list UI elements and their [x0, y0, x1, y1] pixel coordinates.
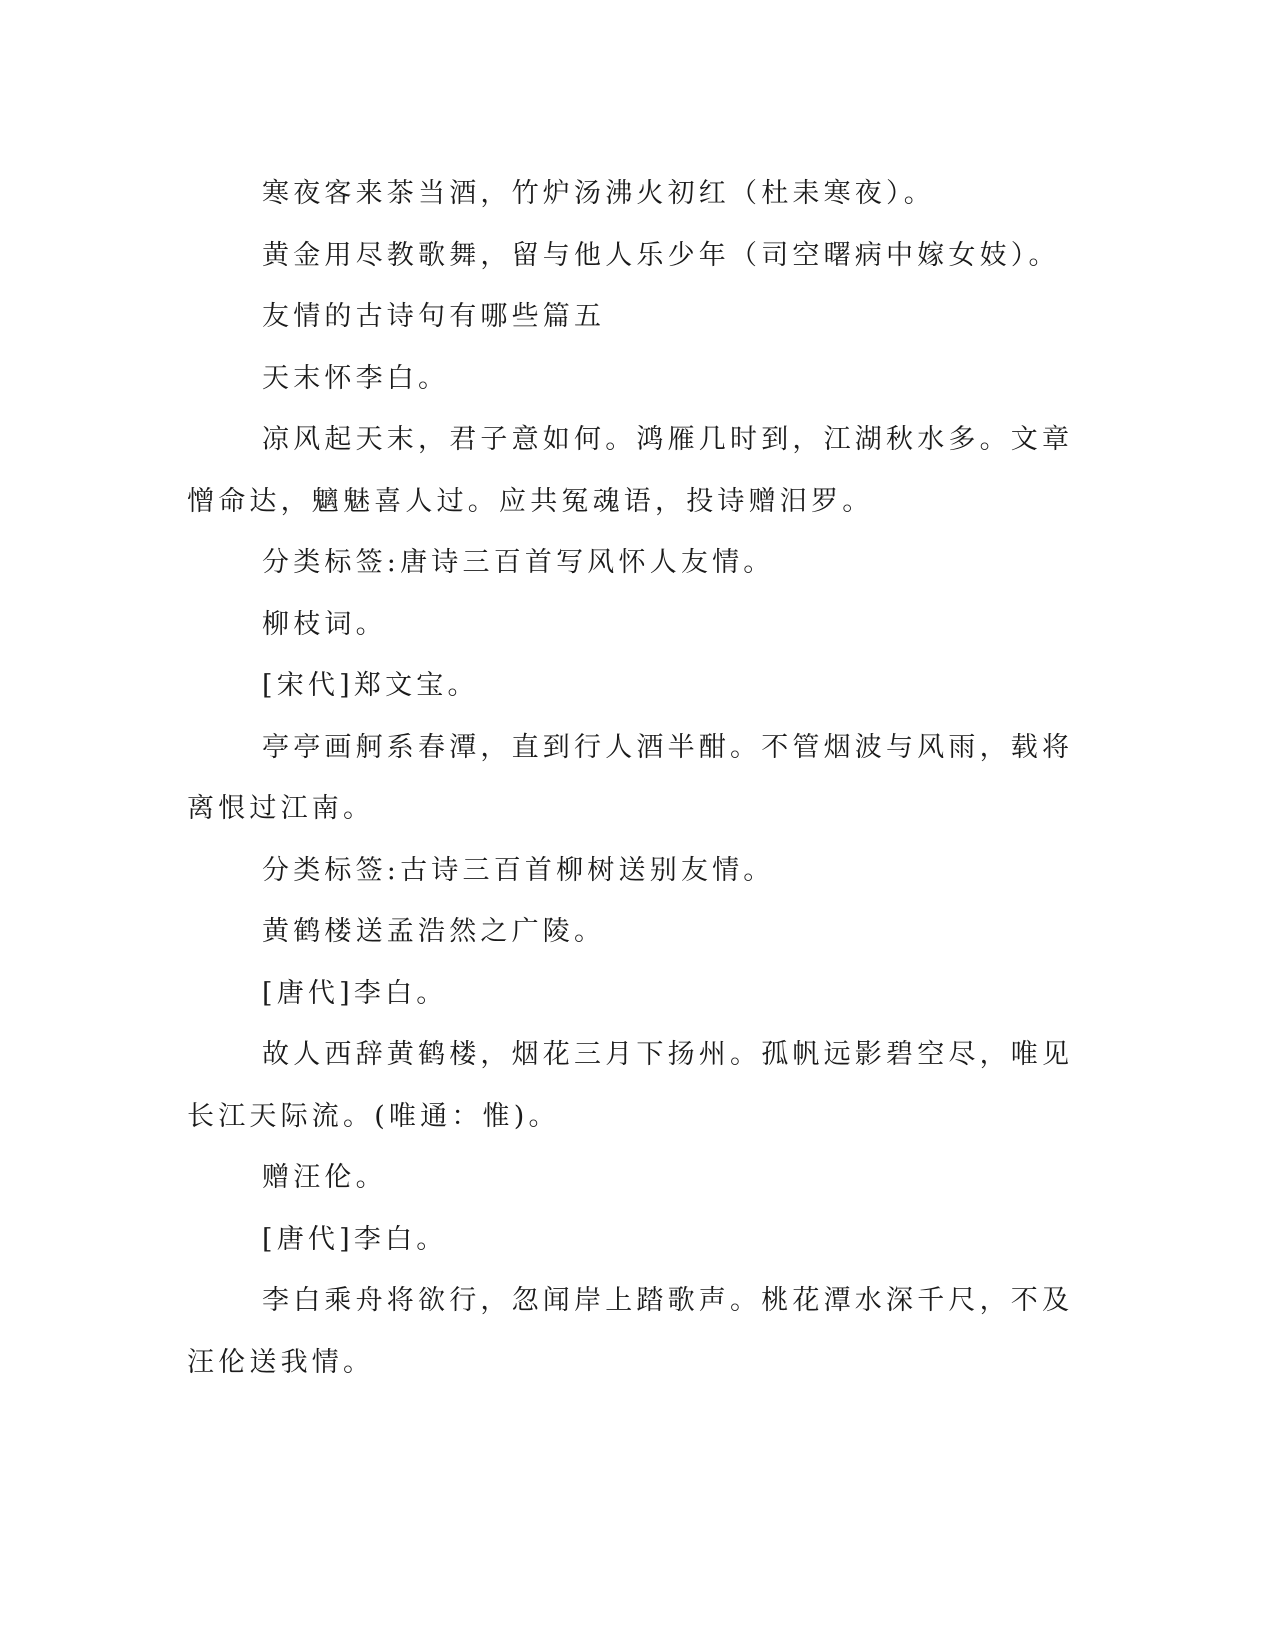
paragraph: 寒夜客来茶当酒，竹炉汤沸火初红（杜耒寒夜）。	[262, 178, 935, 209]
document-body	[187, 163, 1076, 1393]
poem-author: [宋代]郑文宝。	[262, 670, 479, 701]
category-tags: 分类标签:古诗三百首柳树送别友情。	[262, 854, 775, 886]
section-heading: 友情的古诗句有哪些篇五	[262, 301, 606, 332]
category-tags: 分类标签:唐诗三百首写风怀人友情。	[262, 547, 775, 578]
paragraph: 黄金用尽教歌舞，留与他人乐少年（司空曙病中嫁女妓）。	[262, 239, 1060, 271]
poem-text: 亭亭画舸系春潭，直到行人酒半酣。不管烟波与风雨，载将离恨过江南。	[187, 731, 1074, 824]
poem-text: 凉风起天末，君子意如何。鸿雁几时到，江湖秋水多。文章憎命达，魑魅喜人过。应共冤魂语，投诗赠汨罗。	[187, 424, 1074, 517]
poem-author: [唐代]李白。	[262, 1223, 448, 1255]
poem-title: 赠汪伦。	[262, 1162, 387, 1193]
poem-author: [唐代]李白。	[262, 977, 448, 1009]
poem-text: 故人西辞黄鹤楼，烟花三月下扬州。孤帆远影碧空尽，唯见长江天际流。(唯通：惟)。	[187, 1039, 1074, 1132]
poem-title: 天末怀李白。	[262, 362, 450, 394]
poem-title: 柳枝词。	[262, 608, 387, 640]
poem-text: 李白乘舟将欲行，忽闻岸上踏歌声。桃花潭水深千尺，不及汪伦送我情。	[187, 1285, 1074, 1378]
poem-title: 黄鹤楼送孟浩然之广陵。	[262, 916, 606, 947]
